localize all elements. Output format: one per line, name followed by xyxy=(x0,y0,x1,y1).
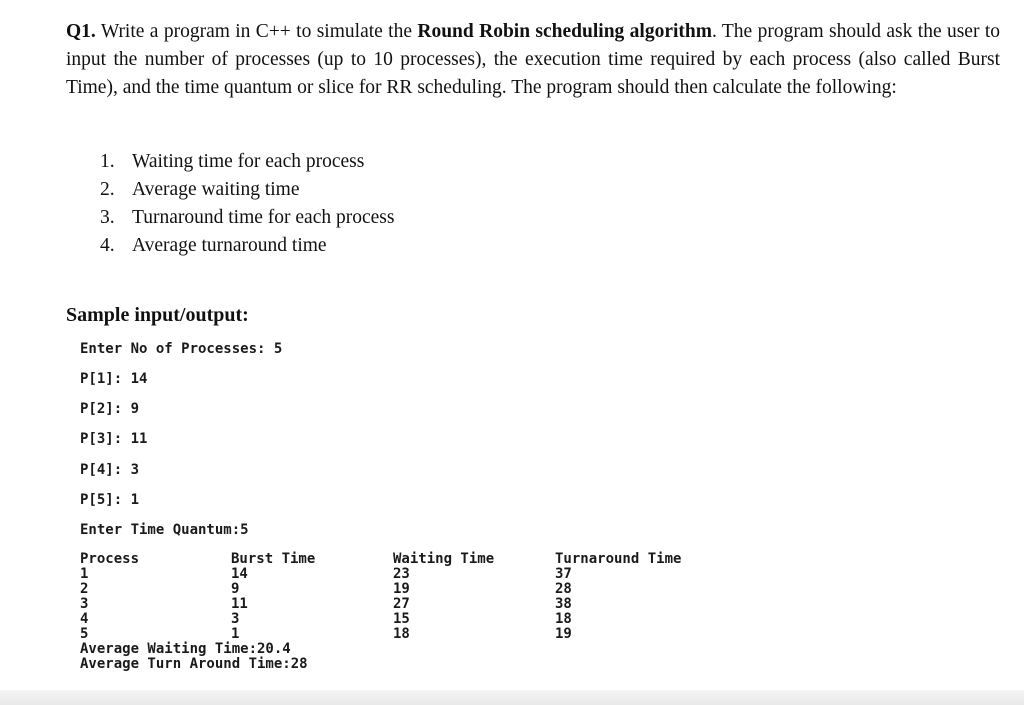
list-item-text: Average turnaround time xyxy=(132,235,327,256)
cell-burst-time: 9 xyxy=(231,581,240,597)
results-output xyxy=(80,552,720,672)
question-text-after: . The program should ask the user to input the number of processes (up to 10 processes), the execution time required by each process (also called Burst Time), and the time quantum or slice for RR scheduling. The program should then calculate the following: xyxy=(66,21,1000,98)
question-text-before: Write a program in C++ to simulate the xyxy=(95,21,418,42)
cell-turnaround-time: 19 xyxy=(555,626,572,642)
cell-waiting-time: 15 xyxy=(393,611,410,627)
cell-turnaround-time: 18 xyxy=(555,611,572,627)
quantum-line: Enter Time Quantum:5 xyxy=(80,522,249,538)
cell-burst-time: 1 xyxy=(231,626,240,642)
header-process: Process xyxy=(80,551,140,567)
list-item xyxy=(100,148,394,176)
cell-waiting-time: 18 xyxy=(393,626,410,642)
cell-process: 5 xyxy=(80,626,89,642)
list-item xyxy=(100,232,394,260)
num-processes-line: Enter No of Processes: 5 xyxy=(80,341,283,357)
cell-waiting-time: 27 xyxy=(393,596,410,612)
requirements-list xyxy=(100,148,394,260)
burst-input-line: P[4]: 3 xyxy=(80,462,140,478)
burst-input-line: P[1]: 14 xyxy=(80,371,148,387)
header-turnaround-time: Turnaround Time xyxy=(555,551,682,567)
question-label: Q1. xyxy=(66,21,96,42)
average-turnaround-time: Average Turn Around Time:28 xyxy=(80,656,308,672)
list-item-number: 3. xyxy=(100,207,115,228)
cell-turnaround-time: 37 xyxy=(555,566,572,582)
cell-burst-time: 11 xyxy=(231,596,248,612)
cell-waiting-time: 19 xyxy=(393,581,410,597)
cell-burst-time: 14 xyxy=(231,566,248,582)
list-item-text: Waiting time for each process xyxy=(132,151,365,172)
list-item xyxy=(100,204,394,232)
question-paragraph xyxy=(66,18,1000,102)
cell-process: 4 xyxy=(80,611,89,627)
list-item-number: 1. xyxy=(100,151,115,172)
cell-turnaround-time: 38 xyxy=(555,596,572,612)
table-row xyxy=(80,627,715,642)
results-table xyxy=(80,552,715,642)
cell-waiting-time: 23 xyxy=(393,566,410,582)
table-row xyxy=(80,567,715,582)
cell-turnaround-time: 28 xyxy=(555,581,572,597)
burst-input-line: P[5]: 1 xyxy=(80,492,140,508)
page-bottom-edge xyxy=(0,690,1024,705)
table-header-row xyxy=(80,552,715,567)
list-item-text: Average waiting time xyxy=(132,179,300,200)
table-row xyxy=(80,612,715,627)
header-burst-time: Burst Time xyxy=(231,551,316,567)
header-waiting-time: Waiting Time xyxy=(393,551,495,567)
average-waiting-time: Average Waiting Time:20.4 xyxy=(80,641,291,657)
burst-input-line: P[3]: 11 xyxy=(80,431,148,447)
cell-process: 3 xyxy=(80,596,89,612)
question-text-bold: Round Robin scheduling algorithm xyxy=(417,21,712,42)
burst-input-line: P[2]: 9 xyxy=(80,401,140,417)
cell-process: 1 xyxy=(80,566,89,582)
list-item-number: 4. xyxy=(100,235,115,256)
table-row xyxy=(80,597,715,612)
cell-burst-time: 3 xyxy=(231,611,240,627)
sample-heading: Sample input/output: xyxy=(66,304,249,326)
list-item xyxy=(100,176,394,204)
table-row xyxy=(80,582,715,597)
cell-process: 2 xyxy=(80,581,89,597)
list-item-number: 2. xyxy=(100,179,115,200)
list-item-text: Turnaround time for each process xyxy=(132,207,395,228)
